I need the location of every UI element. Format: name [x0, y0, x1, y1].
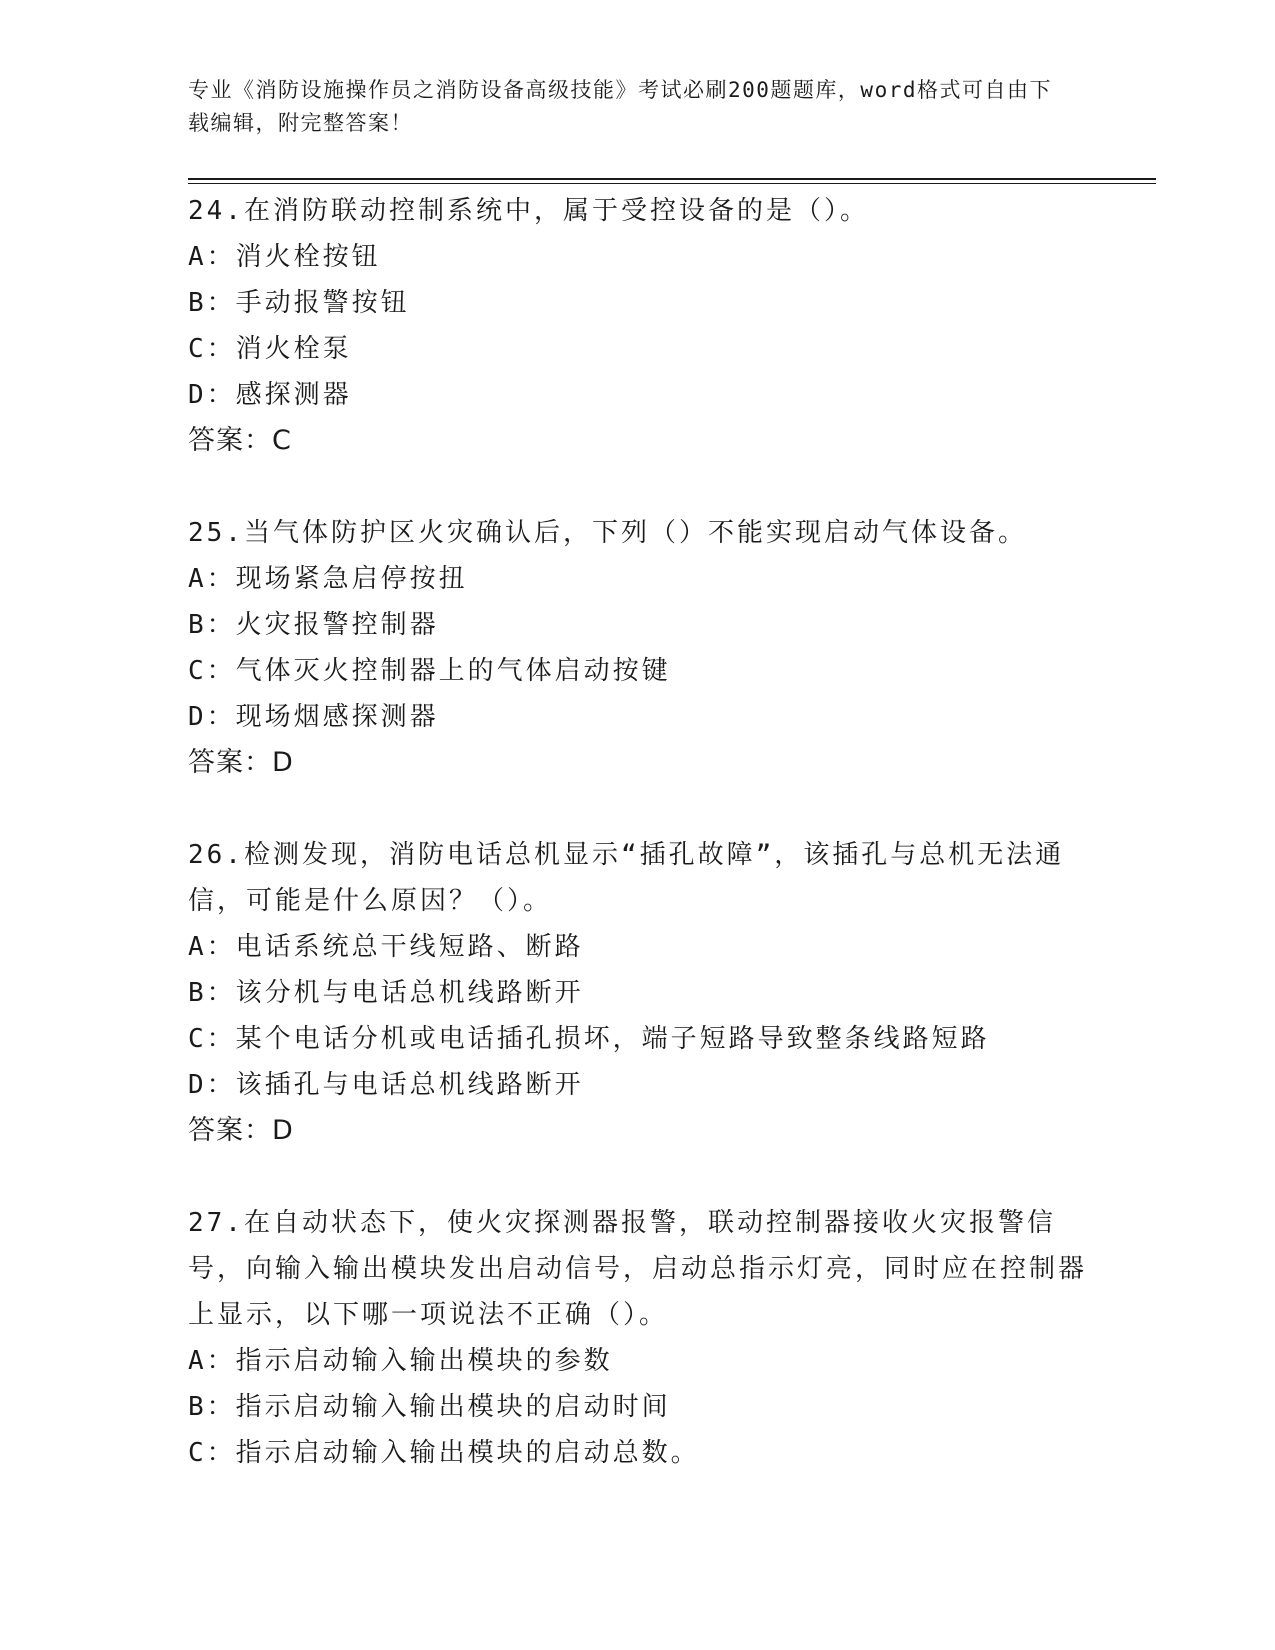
header-divider-thin [188, 183, 1156, 184]
answer: 答案：D [188, 747, 294, 778]
option-c: C：某个电话分机或电话插孔损坏，端子短路导致整条线路短路 [188, 1024, 990, 1054]
option-b: B：火灾报警控制器 [188, 610, 439, 640]
question-stem: 26.检测发现，消防电话总机显示“插孔故障”，该插孔与总机无法通信，可能是什么原因？（）。 [188, 840, 1065, 916]
question-27 [188, 1200, 1088, 1476]
option-d: D：现场烟感探测器 [188, 702, 439, 732]
option-c: C：气体灭火控制器上的气体启动按键 [188, 656, 671, 686]
question-stem: 25.当气体防护区火灾确认后，下列（）不能实现启动气体设备。 [188, 518, 1027, 548]
question-26 [188, 832, 1088, 1154]
answer: 答案：D [188, 1115, 294, 1146]
option-c: C：指示启动输入输出模块的启动总数。 [188, 1438, 700, 1468]
option-d: D：该插孔与电话总机线路断开 [188, 1070, 584, 1100]
answer: 答案：C [188, 425, 292, 456]
option-d: D：感探测器 [188, 380, 352, 410]
question-25 [188, 510, 1088, 786]
document-header: 专业《消防设施操作员之消防设备高级技能》考试必刷200题题库，word格式可自由下载编辑，附完整答案！ [188, 78, 1052, 135]
question-stem: 27.在自动状态下，使火灾探测器报警，联动控制器接收火灾报警信号，向输入输出模块发出启动信号，启动总指示灯亮，同时应在控制器上显示，以下哪一项说法不正确（）。 [188, 1208, 1088, 1330]
option-a: A：指示启动输入输出模块的参数 [188, 1346, 613, 1376]
question-24 [188, 188, 1088, 464]
option-a: A：现场紧急启停按扭 [188, 564, 468, 594]
option-a: A：消火栓按钮 [188, 242, 381, 272]
question-spacer [188, 1154, 1088, 1200]
option-b: B：手动报警按钮 [188, 288, 410, 318]
option-a: A：电话系统总干线短路、断路 [188, 932, 584, 962]
question-list [188, 188, 1088, 1476]
option-b: B：该分机与电话总机线路断开 [188, 978, 584, 1008]
header-divider-thick [188, 178, 1156, 180]
option-c: C：消火栓泵 [188, 334, 352, 364]
option-b: B：指示启动输入输出模块的启动时间 [188, 1392, 671, 1422]
question-stem: 24.在消防联动控制系统中，属于受控设备的是（）。 [188, 196, 869, 226]
question-spacer [188, 464, 1088, 510]
question-spacer [188, 786, 1088, 832]
